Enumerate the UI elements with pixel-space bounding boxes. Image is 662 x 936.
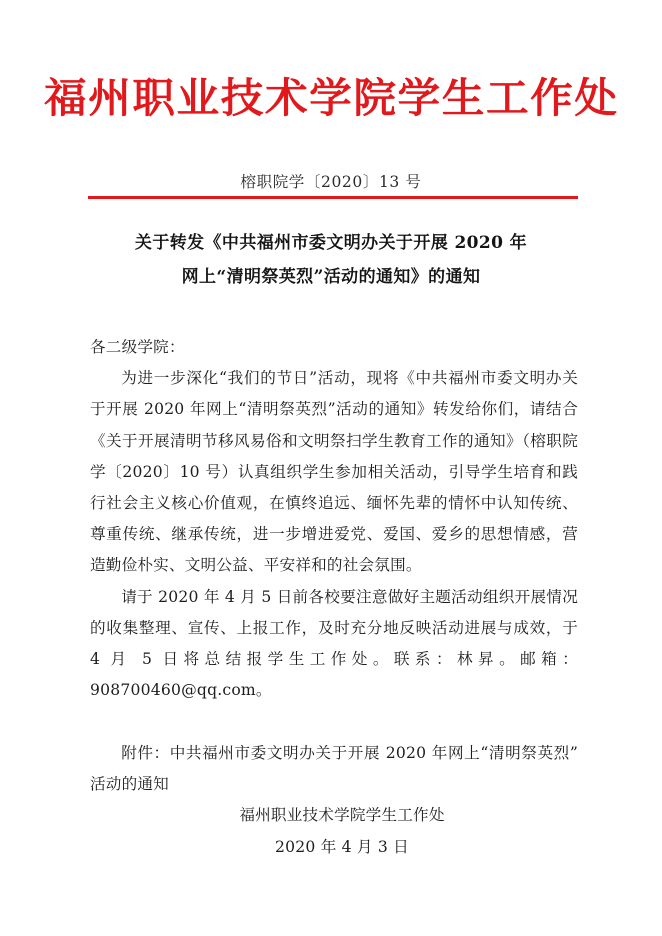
paragraph-spacer xyxy=(90,706,578,737)
red-divider-rule xyxy=(88,196,578,199)
signature-organization: 福州职业技术学院学生工作处 xyxy=(239,806,445,824)
salutation: 各二级学院： xyxy=(90,338,185,356)
subject-line-1: 关于转发《中共福州市委文明办关于开展 2020 年 xyxy=(134,233,528,253)
body-paragraph-2: 请于 2020 年 4 月 5 日前各校要注意做好主题活动组织开展情况的收集整理、宣传、上报工作，及时充分地反映活动进展与成效，于 4 月 5 日将总结报学生工作处。联系：林昇。邮箱：908700460@qq.com。 xyxy=(90,587,578,700)
letterhead-title: 福州职业技术学院学生工作处 xyxy=(43,74,619,122)
document-subject-title xyxy=(72,226,590,294)
letterhead xyxy=(0,74,662,122)
subject-line-2: 网上“清明祭英烈”活动的通知》的通知 xyxy=(181,267,481,287)
body-paragraph-1: 为进一步深化“我们的节日”活动，现将《中共福州市委文明办关于开展 2020 年网上“清明祭英烈”活动的通知》转发给你们，请结合《关于开展清明节移风易俗和文明祭扫学生教育工作的通知》（榕职院学〔2020〕10 号）认真组织学生参加相关活动，引导学生培育和践行社会主义核心价值观，在慎终追远、缅怀先辈的情怀中认知传统、尊重传统、继承传统，进一步增进爱党、爱国、爱乡的思想情感，营造勤俭朴实、文明公益、平安祥和的社会氛围。 xyxy=(90,369,578,575)
signature-block xyxy=(0,800,662,863)
document-body xyxy=(90,332,578,800)
attachment-paragraph: 附件：中共福州市委文明办关于开展 2020 年网上“清明祭英烈”活动的通知 xyxy=(90,743,578,793)
document-number: 榕职院学〔2020〕13 号 xyxy=(240,173,422,191)
signature-date: 2020 年 4 月 3 日 xyxy=(275,837,409,856)
